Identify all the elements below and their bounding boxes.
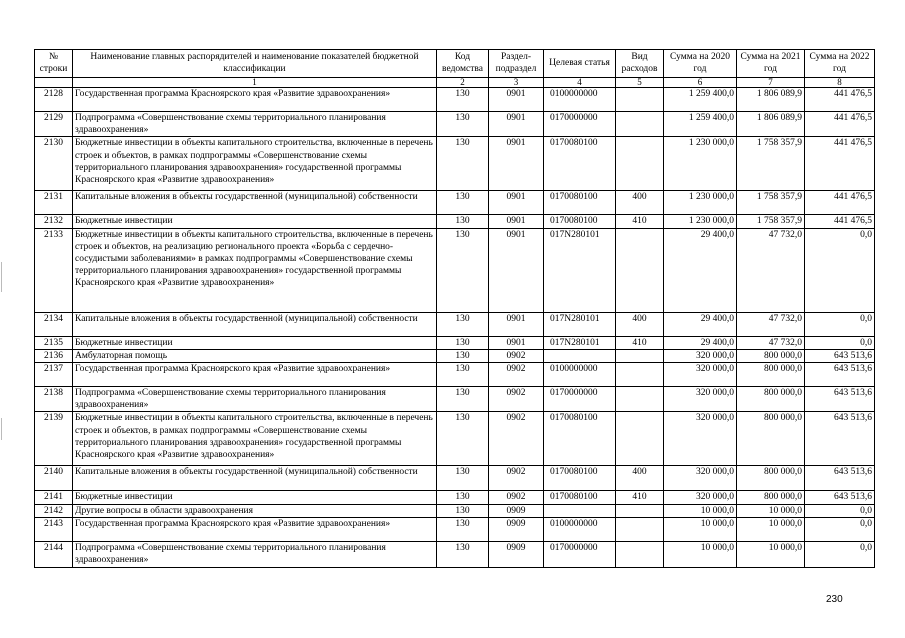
table-row — [35, 112, 875, 137]
margin-mark — [1, 418, 2, 440]
sum-2020-cell: 10 000,0 — [664, 541, 737, 567]
header-sum-2021: Сумма на 2021 год — [737, 50, 805, 78]
sum-2022-cell: 643 513,6 — [805, 363, 875, 387]
exp-type-cell — [616, 387, 664, 412]
table-row — [35, 504, 875, 517]
row-name-cell: Бюджетные инвестиции в объекты капитального строительства, включенные в перечень строек и объектов, в рамках подпрограммы «Совершенствование схемы территориального планирования здравоохранения» государственной программы Красноярского края «Развитие здравоохранения» — [73, 412, 437, 466]
row-number-cell: 2131 — [35, 191, 73, 215]
table-row — [35, 541, 875, 567]
sum-2021-cell: 1 758 357,9 — [737, 191, 805, 215]
table-row — [35, 137, 875, 191]
column-number — [35, 78, 73, 88]
target-cell: 0170000000 — [544, 387, 616, 412]
target-cell: 017N280101 — [544, 312, 616, 336]
dept-code-cell: 130 — [437, 312, 489, 336]
section-cell: 0909 — [489, 517, 544, 541]
sum-2020-cell: 320 000,0 — [664, 363, 737, 387]
section-cell: 0909 — [489, 504, 544, 517]
sum-2022-cell: 0,0 — [805, 228, 875, 312]
exp-type-cell: 410 — [616, 336, 664, 349]
sum-2021-cell: 800 000,0 — [737, 349, 805, 362]
sum-2021-cell: 47 732,0 — [737, 228, 805, 312]
table-row — [35, 336, 875, 349]
table-row — [35, 228, 875, 312]
sum-2021-cell: 800 000,0 — [737, 412, 805, 466]
exp-type-cell — [616, 112, 664, 137]
row-name-cell: Государственная программа Красноярского края «Развитие здравоохранения» — [73, 363, 437, 387]
section-cell: 0901 — [489, 336, 544, 349]
header-exp-type: Вид расходов — [616, 50, 664, 78]
sum-2020-cell: 1 230 000,0 — [664, 137, 737, 191]
sum-2022-cell: 0,0 — [805, 312, 875, 336]
sum-2021-cell: 800 000,0 — [737, 466, 805, 491]
target-cell: 0100000000 — [544, 88, 616, 112]
column-number: 2 — [437, 78, 489, 88]
row-number-cell: 2129 — [35, 112, 73, 137]
target-cell — [544, 349, 616, 362]
sum-2021-cell: 47 732,0 — [737, 312, 805, 336]
exp-type-cell — [616, 504, 664, 517]
sum-2020-cell: 1 259 400,0 — [664, 112, 737, 137]
sum-2022-cell: 0,0 — [805, 541, 875, 567]
section-cell: 0901 — [489, 312, 544, 336]
row-name-cell: Подпрограмма «Совершенствование схемы территориального планирования здравоохранения» — [73, 387, 437, 412]
sum-2020-cell: 320 000,0 — [664, 466, 737, 491]
row-number-cell: 2139 — [35, 412, 73, 466]
row-number-cell: 2133 — [35, 228, 73, 312]
sum-2022-cell: 441 476,5 — [805, 137, 875, 191]
exp-type-cell — [616, 349, 664, 362]
header-section: Раздел-подраздел — [489, 50, 544, 78]
row-number-cell: 2134 — [35, 312, 73, 336]
dept-code-cell: 130 — [437, 112, 489, 137]
column-number: 4 — [544, 78, 616, 88]
row-number-cell: 2144 — [35, 541, 73, 567]
row-number-cell: 2132 — [35, 215, 73, 228]
table-row — [35, 215, 875, 228]
page-number: 230 — [826, 594, 843, 605]
sum-2021-cell: 10 000,0 — [737, 541, 805, 567]
row-number-cell: 2143 — [35, 517, 73, 541]
section-cell: 0901 — [489, 88, 544, 112]
section-cell: 0902 — [489, 363, 544, 387]
dept-code-cell: 130 — [437, 137, 489, 191]
sum-2021-cell: 1 806 089,9 — [737, 112, 805, 137]
sum-2022-cell: 441 476,5 — [805, 215, 875, 228]
dept-code-cell: 130 — [437, 387, 489, 412]
dept-code-cell: 130 — [437, 336, 489, 349]
target-cell: 0170080100 — [544, 191, 616, 215]
sum-2021-cell: 10 000,0 — [737, 504, 805, 517]
row-number-cell: 2130 — [35, 137, 73, 191]
target-cell: 0170080100 — [544, 491, 616, 504]
row-number-cell: 2128 — [35, 88, 73, 112]
exp-type-cell — [616, 541, 664, 567]
sum-2022-cell: 643 513,6 — [805, 491, 875, 504]
exp-type-cell: 400 — [616, 466, 664, 491]
section-cell: 0901 — [489, 191, 544, 215]
column-numbers-row — [35, 78, 875, 88]
margin-mark — [1, 262, 2, 292]
target-cell: 0170000000 — [544, 541, 616, 567]
exp-type-cell — [616, 517, 664, 541]
target-cell: 0170080100 — [544, 137, 616, 191]
exp-type-cell — [616, 412, 664, 466]
row-number-cell: 2140 — [35, 466, 73, 491]
row-number-cell: 2141 — [35, 491, 73, 504]
header-row-no: № строки — [35, 50, 73, 78]
header-sum-2020: Сумма на 2020 год — [664, 50, 737, 78]
row-name-cell: Бюджетные инвестиции в объекты капитального строительства, включенные в перечень строек и объектов, на реализацию регионального проекта «Борьба с сердечно-сосудистыми заболеваниями» в рамках подпрограммы «Совершенствование схемы территориального планирования здравоохранения» государственной программы Красноярского края «Развитие здравоохранения» — [73, 228, 437, 312]
sum-2021-cell: 800 000,0 — [737, 491, 805, 504]
section-cell: 0909 — [489, 541, 544, 567]
sum-2021-cell: 1 758 357,9 — [737, 215, 805, 228]
table-row — [35, 387, 875, 412]
row-number-cell: 2135 — [35, 336, 73, 349]
column-number: 6 — [664, 78, 737, 88]
dept-code-cell: 130 — [437, 517, 489, 541]
dept-code-cell: 130 — [437, 491, 489, 504]
table-row — [35, 466, 875, 491]
header-row — [35, 50, 875, 78]
sum-2020-cell: 320 000,0 — [664, 349, 737, 362]
table-row — [35, 88, 875, 112]
sum-2022-cell: 0,0 — [805, 504, 875, 517]
target-cell: 017N280101 — [544, 336, 616, 349]
sum-2020-cell: 320 000,0 — [664, 412, 737, 466]
row-name-cell: Государственная программа Красноярского края «Развитие здравоохранения» — [73, 88, 437, 112]
sum-2020-cell: 1 259 400,0 — [664, 88, 737, 112]
column-number: 5 — [616, 78, 664, 88]
section-cell: 0902 — [489, 412, 544, 466]
section-cell: 0901 — [489, 215, 544, 228]
row-name-cell: Капитальные вложения в объекты государственной (муниципальной) собственности — [73, 312, 437, 336]
sum-2022-cell: 441 476,5 — [805, 112, 875, 137]
table-row — [35, 191, 875, 215]
dept-code-cell: 130 — [437, 191, 489, 215]
dept-code-cell: 130 — [437, 88, 489, 112]
row-name-cell: Амбулаторная помощь — [73, 349, 437, 362]
section-cell: 0902 — [489, 466, 544, 491]
sum-2020-cell: 320 000,0 — [664, 387, 737, 412]
row-name-cell: Бюджетные инвестиции — [73, 336, 437, 349]
exp-type-cell — [616, 88, 664, 112]
dept-code-cell: 130 — [437, 363, 489, 387]
row-name-cell: Государственная программа Красноярского края «Развитие здравоохранения» — [73, 517, 437, 541]
target-cell: 017N280101 — [544, 228, 616, 312]
sum-2021-cell: 47 732,0 — [737, 336, 805, 349]
sum-2020-cell: 29 400,0 — [664, 336, 737, 349]
sum-2022-cell: 0,0 — [805, 336, 875, 349]
exp-type-cell: 400 — [616, 191, 664, 215]
dept-code-cell: 130 — [437, 228, 489, 312]
column-number: 8 — [805, 78, 875, 88]
table-row — [35, 363, 875, 387]
sum-2020-cell: 10 000,0 — [664, 504, 737, 517]
section-cell: 0901 — [489, 228, 544, 312]
row-name-cell: Бюджетные инвестиции — [73, 491, 437, 504]
sum-2022-cell: 0,0 — [805, 517, 875, 541]
exp-type-cell: 400 — [616, 312, 664, 336]
header-name: Наименование главных распорядителей и наименование показателей бюджетной классификации — [73, 50, 437, 78]
section-cell: 0902 — [489, 491, 544, 504]
exp-type-cell: 410 — [616, 215, 664, 228]
row-name-cell: Бюджетные инвестиции в объекты капитального строительства, включенные в перечень строек и объектов, в рамках подпрограммы «Совершенствование схемы территориального планирования здравоохранения» государственной программы Красноярского края «Развитие здравоохранения» — [73, 137, 437, 191]
row-name-cell: Капитальные вложения в объекты государственной (муниципальной) собственности — [73, 466, 437, 491]
sum-2020-cell: 320 000,0 — [664, 491, 737, 504]
budget-table — [34, 49, 875, 568]
sum-2020-cell: 29 400,0 — [664, 228, 737, 312]
sum-2021-cell: 1 758 357,9 — [737, 137, 805, 191]
dept-code-cell: 130 — [437, 541, 489, 567]
sum-2022-cell: 441 476,5 — [805, 88, 875, 112]
sum-2022-cell: 643 513,6 — [805, 349, 875, 362]
sum-2021-cell: 1 806 089,9 — [737, 88, 805, 112]
dept-code-cell: 130 — [437, 504, 489, 517]
table-row — [35, 312, 875, 336]
section-cell: 0902 — [489, 349, 544, 362]
sum-2020-cell: 10 000,0 — [664, 517, 737, 541]
dept-code-cell: 130 — [437, 349, 489, 362]
row-name-cell: Капитальные вложения в объекты государственной (муниципальной) собственности — [73, 191, 437, 215]
section-cell: 0902 — [489, 387, 544, 412]
row-number-cell: 2137 — [35, 363, 73, 387]
section-cell: 0901 — [489, 112, 544, 137]
table-row — [35, 517, 875, 541]
dept-code-cell: 130 — [437, 412, 489, 466]
sum-2020-cell: 1 230 000,0 — [664, 191, 737, 215]
dept-code-cell: 130 — [437, 466, 489, 491]
sum-2021-cell: 800 000,0 — [737, 387, 805, 412]
row-number-cell: 2138 — [35, 387, 73, 412]
row-name-cell: Подпрограмма «Совершенствование схемы территориального планирования здравоохранения» — [73, 541, 437, 567]
target-cell: 0170080100 — [544, 215, 616, 228]
row-number-cell: 2142 — [35, 504, 73, 517]
header-dept-code: Код ведомства — [437, 50, 489, 78]
exp-type-cell — [616, 137, 664, 191]
sum-2022-cell: 643 513,6 — [805, 466, 875, 491]
header-sum-2022: Сумма на 2022 год — [805, 50, 875, 78]
exp-type-cell — [616, 363, 664, 387]
row-name-cell: Другие вопросы в области здравоохранения — [73, 504, 437, 517]
sum-2020-cell: 1 230 000,0 — [664, 215, 737, 228]
exp-type-cell — [616, 228, 664, 312]
table-row — [35, 412, 875, 466]
sum-2022-cell: 643 513,6 — [805, 387, 875, 412]
header-target: Целевая статья — [544, 50, 616, 78]
sum-2021-cell: 10 000,0 — [737, 517, 805, 541]
target-cell: 0100000000 — [544, 517, 616, 541]
column-number: 7 — [737, 78, 805, 88]
table-row — [35, 349, 875, 362]
target-cell: 0170080100 — [544, 412, 616, 466]
exp-type-cell: 410 — [616, 491, 664, 504]
row-name-cell: Подпрограмма «Совершенствование схемы территориального планирования здравоохранения» — [73, 112, 437, 137]
column-number: 1 — [73, 78, 437, 88]
sum-2022-cell: 441 476,5 — [805, 191, 875, 215]
column-number: 3 — [489, 78, 544, 88]
row-name-cell: Бюджетные инвестиции — [73, 215, 437, 228]
sum-2020-cell: 29 400,0 — [664, 312, 737, 336]
dept-code-cell: 130 — [437, 215, 489, 228]
sum-2021-cell: 800 000,0 — [737, 363, 805, 387]
target-cell — [544, 504, 616, 517]
section-cell: 0901 — [489, 137, 544, 191]
sum-2022-cell: 643 513,6 — [805, 412, 875, 466]
table-row — [35, 491, 875, 504]
target-cell: 0170080100 — [544, 466, 616, 491]
target-cell: 0100000000 — [544, 363, 616, 387]
row-number-cell: 2136 — [35, 349, 73, 362]
target-cell: 0170000000 — [544, 112, 616, 137]
